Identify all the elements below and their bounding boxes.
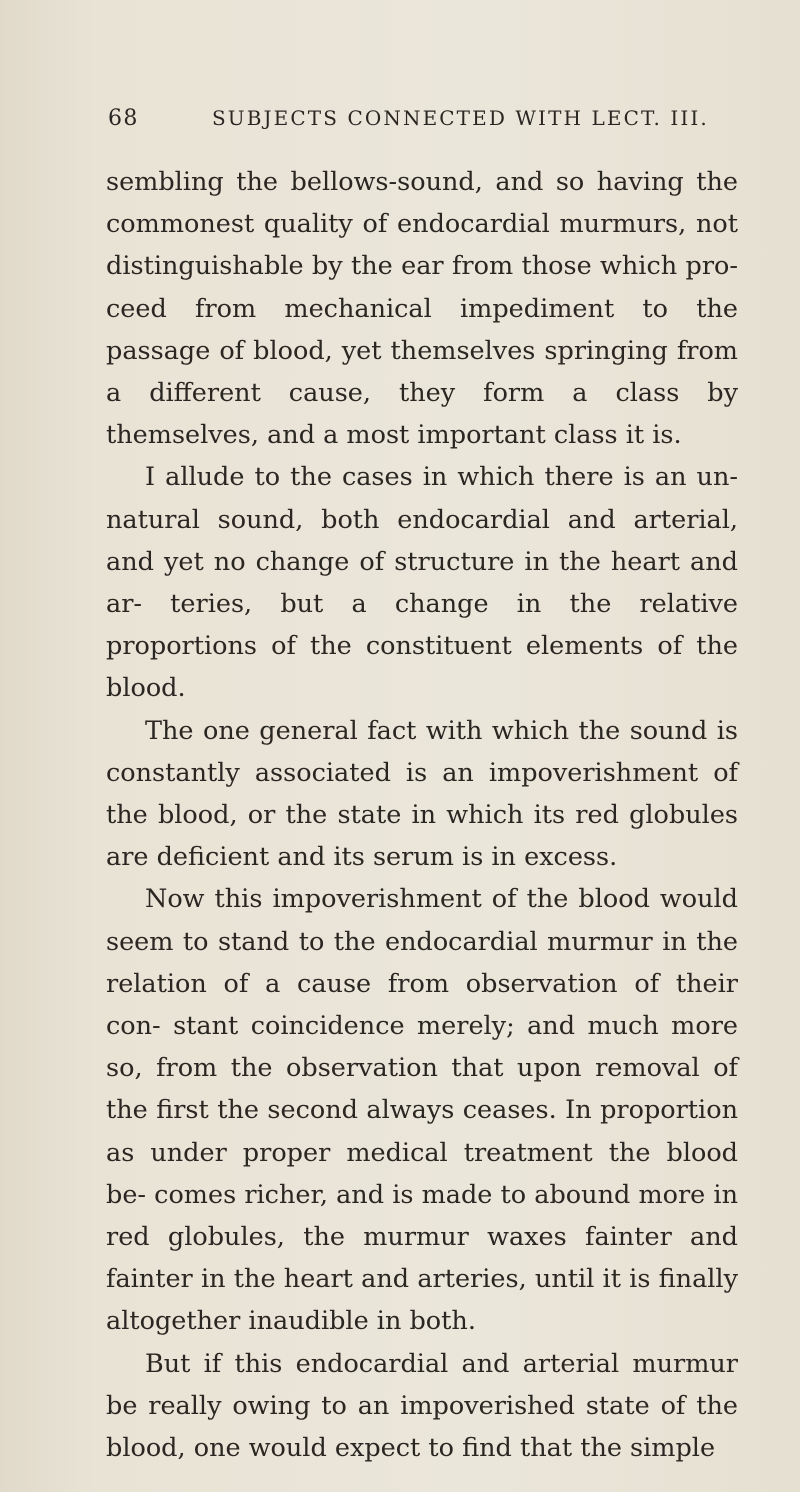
paragraph: But if this endocardial and arterial murmur be really owing to an impoverished state of the blood, one would expect to find that the simple (106, 1348, 738, 1464)
paragraph-continuation: sembling the bellows-sound, and so having the commonest quality of endocardial murmurs, not distinguishable by the ear from those which pro- ceed from mechanical impediment to the passage of blood, yet themselves springing from a different cause, they form a class by themselves, and a most important class it is. (106, 167, 738, 451)
paragraph: I allude to the cases in which there is an un- natural sound, both endocardial and arterial, and yet no change of structure in the heart and ar- teries, but a change in the relative proportions of the constituent elements of the blood. (106, 462, 738, 704)
paragraph: Now this impoverishment of the blood would seem to stand to the endocardial murmur in the relation of a cause from observation of their con- stant coincidence merely; and much more so, from the observation that upon removal of the first the second always ceases. In proportion as under proper medical treatment the blood be- comes richer, and is made to abound more in red globules, the murmur waxes fainter and fainter in the heart and arteries, until it is finally altogether inaudible in both. (106, 884, 738, 1337)
running-head: SUBJECTS CONNECTED WITH LECT. III. (212, 106, 709, 130)
page-header (108, 106, 738, 146)
paragraph: The one general fact with which the sound is constantly associated is an impoverishment of the blood, or the state in which its red globules are deficient and its serum is in excess. (106, 715, 738, 873)
body-text (106, 161, 738, 1469)
page-number: 68 (108, 106, 139, 131)
